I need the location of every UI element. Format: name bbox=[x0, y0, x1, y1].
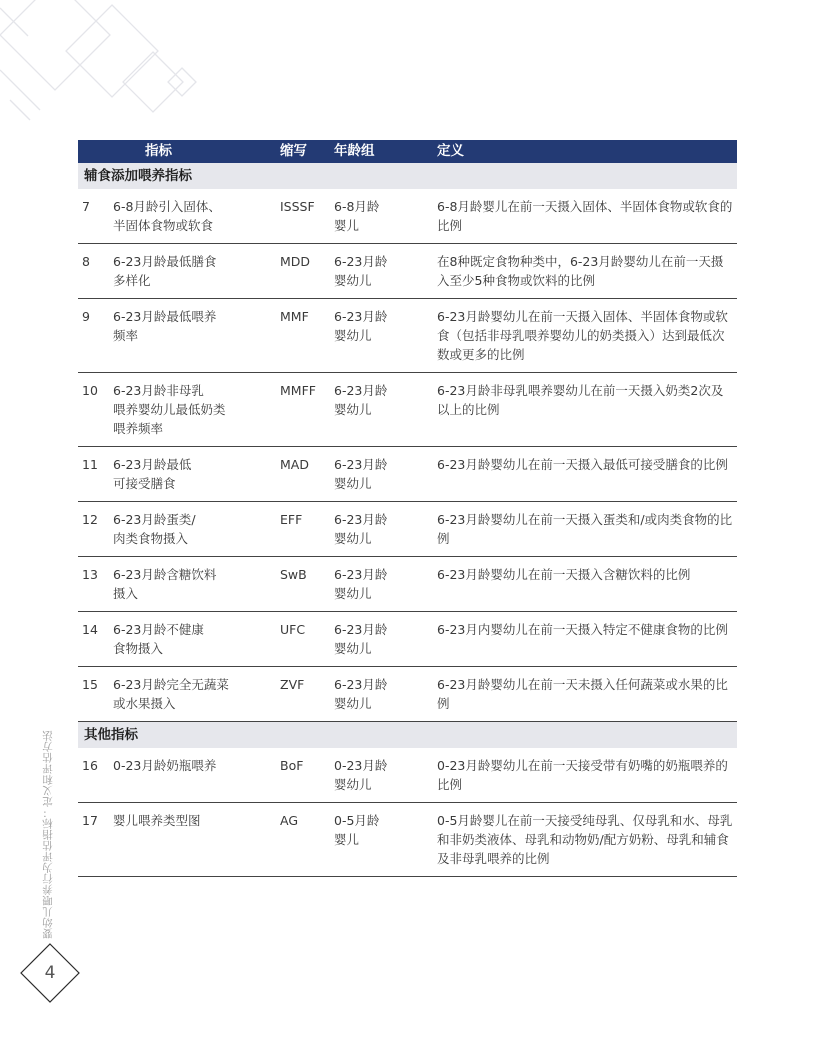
age-group: 6-8月龄 婴儿 bbox=[330, 189, 433, 244]
table-row bbox=[78, 373, 737, 447]
indicator-name: 6-23月龄最低 可接受膳食 bbox=[109, 447, 276, 502]
age-group: 6-23月龄 婴幼儿 bbox=[330, 557, 433, 612]
row-number: 10 bbox=[78, 373, 109, 447]
row-number: 13 bbox=[78, 557, 109, 612]
abbreviation: MMFF bbox=[276, 373, 330, 447]
section-row bbox=[78, 163, 737, 189]
age-group: 0-23月龄 婴幼儿 bbox=[330, 748, 433, 803]
row-number: 14 bbox=[78, 612, 109, 667]
section-title: 辅食添加喂养指标 bbox=[78, 163, 737, 189]
abbreviation: MMF bbox=[276, 299, 330, 373]
table-row bbox=[78, 189, 737, 244]
definition: 6-23月龄婴幼儿在前一天摄入蛋类和/或肉类食物的比例 bbox=[433, 502, 737, 557]
age-group: 6-23月龄 婴幼儿 bbox=[330, 447, 433, 502]
page-number: 4 bbox=[44, 963, 56, 983]
table-row bbox=[78, 748, 737, 803]
table-header-row bbox=[78, 140, 737, 163]
indicator-name: 0-23月龄奶瓶喂养 bbox=[109, 748, 276, 803]
age-group: 6-23月龄 婴幼儿 bbox=[330, 373, 433, 447]
definition: 6-23月龄婴幼儿在前一天摄入含糖饮料的比例 bbox=[433, 557, 737, 612]
age-group: 6-23月龄 婴幼儿 bbox=[330, 502, 433, 557]
header-number bbox=[78, 140, 109, 163]
definition: 0-5月龄婴儿在前一天接受纯母乳、仅母乳和水、母乳和非奶类液体、母乳和动物奶/配方奶粉、母乳和辅食及非母乳喂养的比例 bbox=[433, 803, 737, 877]
header-age-group: 年龄组 bbox=[330, 140, 433, 163]
definition: 0-23月龄婴幼儿在前一天接受带有奶嘴的奶瓶喂养的比例 bbox=[433, 748, 737, 803]
indicator-name: 6-23月龄非母乳 喂养婴幼儿最低奶类 喂养频率 bbox=[109, 373, 276, 447]
row-number: 8 bbox=[78, 244, 109, 299]
section-title: 其他指标 bbox=[78, 722, 737, 749]
abbreviation: SwB bbox=[276, 557, 330, 612]
abbreviation: ISSSF bbox=[276, 189, 330, 244]
abbreviation: ZVF bbox=[276, 667, 330, 722]
table-row bbox=[78, 612, 737, 667]
definition: 6-23月龄非母乳喂养婴幼儿在前一天摄入奶类2次及以上的比例 bbox=[433, 373, 737, 447]
header-abbreviation: 缩写 bbox=[276, 140, 330, 163]
table-row bbox=[78, 244, 737, 299]
definition: 6-8月龄婴儿在前一天摄入固体、半固体食物或软食的比例 bbox=[433, 189, 737, 244]
abbreviation: EFF bbox=[276, 502, 330, 557]
definition: 在8种既定食物种类中，6-23月龄婴幼儿在前一天摄入至少5种食物或饮料的比例 bbox=[433, 244, 737, 299]
table-row bbox=[78, 447, 737, 502]
header-indicator: 指标 bbox=[109, 140, 276, 163]
age-group: 0-5月龄 婴儿 bbox=[330, 803, 433, 877]
table-row bbox=[78, 502, 737, 557]
table-row bbox=[78, 667, 737, 722]
abbreviation: MDD bbox=[276, 244, 330, 299]
section-row bbox=[78, 722, 737, 749]
sidebar-caption: 婴幼儿喂养行为评估指标：定义和评估方法 bbox=[42, 730, 54, 939]
indicator-name: 6-8月龄引入固体、 半固体食物或软食 bbox=[109, 189, 276, 244]
abbreviation: MAD bbox=[276, 447, 330, 502]
row-number: 12 bbox=[78, 502, 109, 557]
indicator-name: 婴儿喂养类型图 bbox=[109, 803, 276, 877]
header-definition: 定义 bbox=[433, 140, 737, 163]
abbreviation: AG bbox=[276, 803, 330, 877]
definition: 6-23月龄婴幼儿在前一天摄入固体、半固体食物或软食（包括非母乳喂养婴幼儿的奶类摄入）达到最低次数或更多的比例 bbox=[433, 299, 737, 373]
indicator-name: 6-23月龄最低喂养 频率 bbox=[109, 299, 276, 373]
table-row bbox=[78, 803, 737, 877]
row-number: 11 bbox=[78, 447, 109, 502]
age-group: 6-23月龄 婴幼儿 bbox=[330, 244, 433, 299]
age-group: 6-23月龄 婴幼儿 bbox=[330, 667, 433, 722]
definition: 6-23月龄婴幼儿在前一天未摄入任何蔬菜或水果的比例 bbox=[433, 667, 737, 722]
row-number: 7 bbox=[78, 189, 109, 244]
indicator-name: 6-23月龄完全无蔬菜 或水果摄入 bbox=[109, 667, 276, 722]
table-row bbox=[78, 299, 737, 373]
table-row bbox=[78, 557, 737, 612]
definition: 6-23月内婴幼儿在前一天摄入特定不健康食物的比例 bbox=[433, 612, 737, 667]
row-number: 15 bbox=[78, 667, 109, 722]
corner-diamond-decoration bbox=[0, 0, 220, 140]
page-number-badge bbox=[20, 943, 80, 1003]
indicator-table bbox=[78, 140, 737, 877]
indicator-name: 6-23月龄含糖饮料 摄入 bbox=[109, 557, 276, 612]
age-group: 6-23月龄 婴幼儿 bbox=[330, 299, 433, 373]
row-number: 17 bbox=[78, 803, 109, 877]
indicator-name: 6-23月龄蛋类/ 肉类食物摄入 bbox=[109, 502, 276, 557]
definition: 6-23月龄婴幼儿在前一天摄入最低可接受膳食的比例 bbox=[433, 447, 737, 502]
row-number: 16 bbox=[78, 748, 109, 803]
age-group: 6-23月龄 婴幼儿 bbox=[330, 612, 433, 667]
row-number: 9 bbox=[78, 299, 109, 373]
abbreviation: BoF bbox=[276, 748, 330, 803]
indicator-name: 6-23月龄不健康 食物摄入 bbox=[109, 612, 276, 667]
abbreviation: UFC bbox=[276, 612, 330, 667]
indicator-name: 6-23月龄最低膳食 多样化 bbox=[109, 244, 276, 299]
